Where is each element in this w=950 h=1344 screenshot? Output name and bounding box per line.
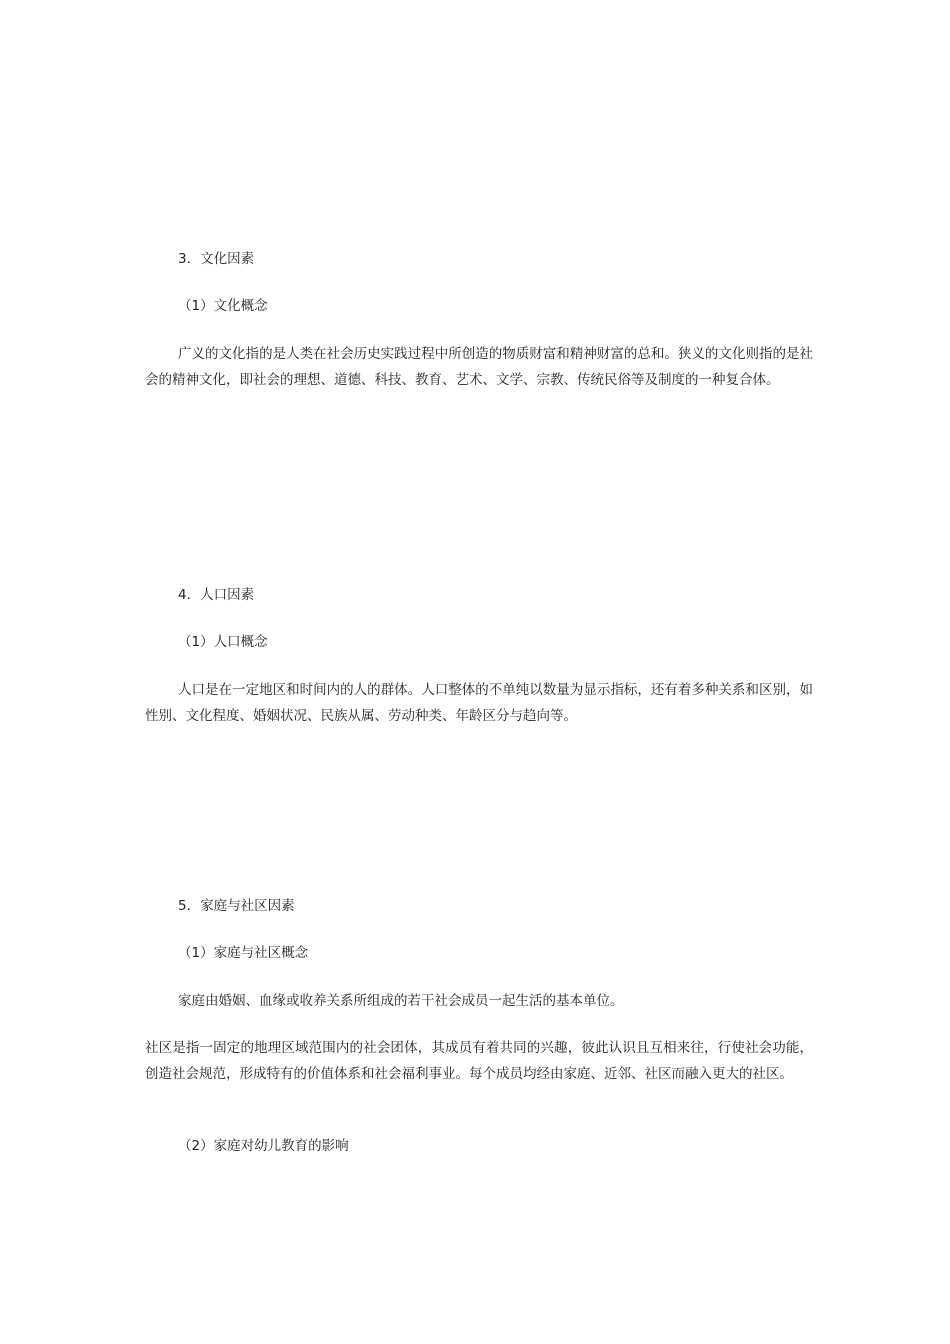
section-5-community-paragraph: 社区是指一固定的地理区域范围内的社会团体，其成员有着共同的兴趣，彼此认识且互相来往，行使社会功能，创造社会规范，形成特有的价值体系和社会福利事业。每个成员均经由家庭、近邻、社区而融入更大的社区。: [145, 1040, 813, 1082]
section-4-heading: 4．人口因素: [178, 587, 255, 603]
section-3-heading: 3．文化因素: [178, 251, 255, 267]
section-5-family-paragraph: 家庭由婚姻、血缘或收养关系所组成的若干社会成员一起生活的基本单位。: [178, 993, 624, 1009]
section-3-subheading-1: （1）文化概念: [178, 298, 268, 314]
section-4-paragraph: 人口是在一定地区和时间内的人的群体。人口整体的不单纯以数量为显示指标，还有着多种关系和区别，如性别、文化程度、婚姻状况、民族从属、劳动种类、年龄区分与趋向等。: [145, 682, 813, 724]
section-5-heading: 5．家庭与社区因素: [178, 898, 295, 914]
section-5-subheading-1: （1）家庭与社区概念: [178, 945, 309, 961]
section-3-paragraph: 广义的文化指的是人类在社会历史实践过程中所创造的物质财富和精神财富的总和。狭义的文化则指的是社会的精神文化，即社会的理想、道德、科技、教育、艺术、文学、宗教、传统民俗等及制度的一种复合体。: [145, 346, 813, 388]
section-4-subheading-1: （1）人口概念: [178, 634, 268, 650]
section-5-subheading-2: （2）家庭对幼儿教育的影响: [178, 1138, 349, 1154]
